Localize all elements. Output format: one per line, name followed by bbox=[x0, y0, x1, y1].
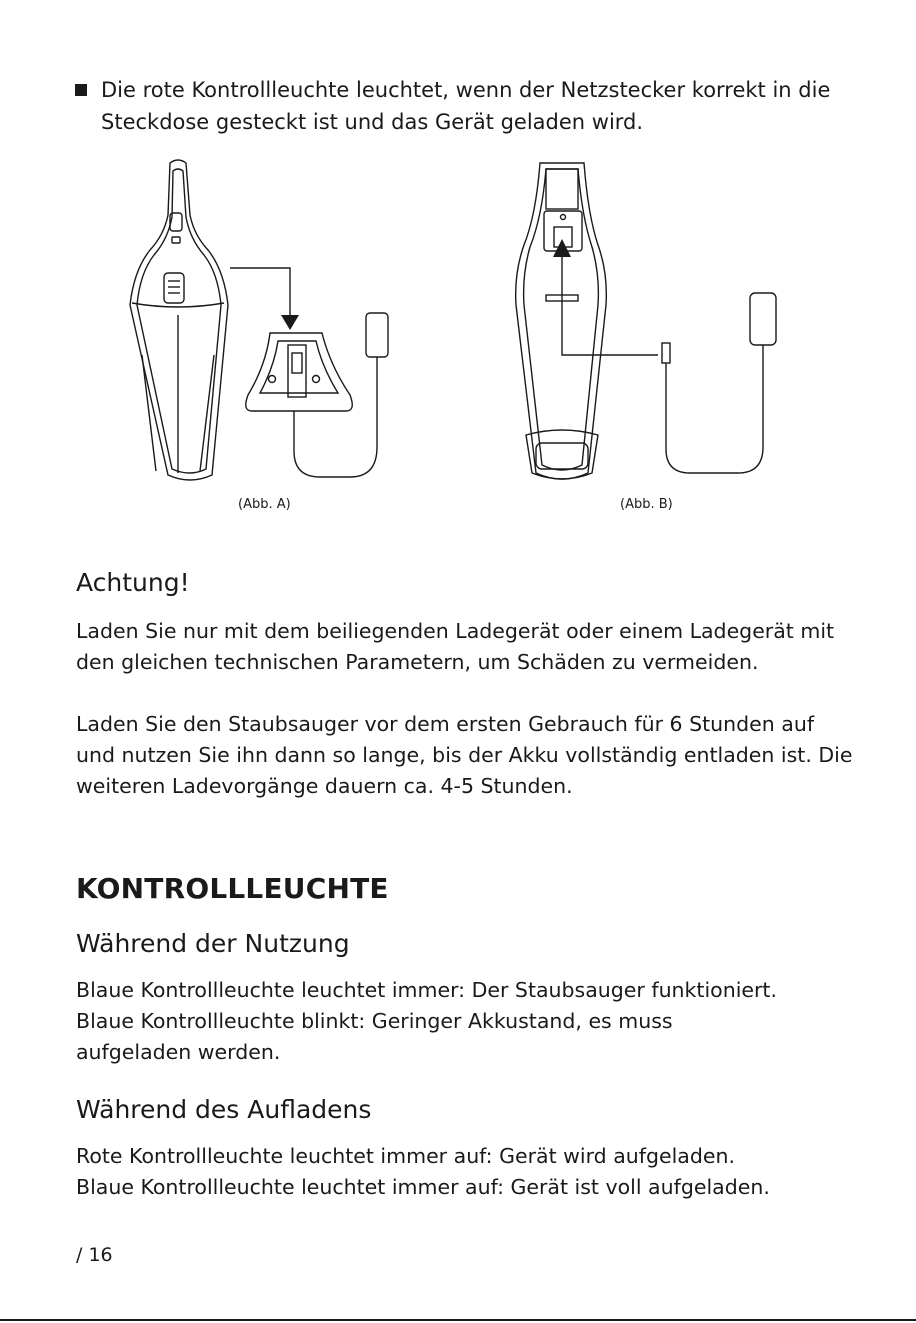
arrow-down-icon bbox=[281, 315, 299, 330]
plug-connector-icon bbox=[662, 343, 670, 363]
power-adapter-icon bbox=[366, 313, 388, 357]
bullet-square-icon bbox=[75, 84, 87, 96]
arrow-up-icon bbox=[553, 239, 571, 257]
warning-title: Achtung! bbox=[76, 568, 190, 597]
charging-cable bbox=[666, 357, 763, 473]
figure-a-caption: (Abb. A) bbox=[238, 497, 291, 512]
page-number: / 16 bbox=[76, 1244, 113, 1266]
vacuum-body-outline bbox=[130, 160, 228, 480]
usage-subtitle: Während der Nutzung bbox=[76, 929, 350, 958]
figure-b-caption: (Abb. B) bbox=[620, 497, 673, 512]
power-adapter-icon bbox=[750, 293, 776, 345]
charging-line-2: Blaue Kontrollleuchte leuchtet immer auf: Gerät ist voll aufgeladen. bbox=[76, 1175, 770, 1199]
usage-line-1: Blaue Kontrollleuchte leuchtet immer: Der Staubsauger funktioniert. bbox=[76, 978, 777, 1002]
page-bottom-border bbox=[0, 1319, 916, 1321]
indicator-section-title: KONTROLLLEUCHTE bbox=[76, 872, 389, 905]
warning-paragraph-2: Laden Sie den Staubsauger vor dem ersten Gebrauch für 6 Stunden auf und nutzen Sie ihn dann so lange, bis der Akku vollständig entladen ist. Die weiteren Ladevorgänge dauern ca. 4-5 Stunden. bbox=[76, 712, 853, 798]
intro-bullet bbox=[75, 74, 835, 138]
figure-a-illustration bbox=[120, 155, 400, 495]
intro-bullet-text: Die rote Kontrollleuchte leuchtet, wenn der Netzstecker korrekt in die Steckdose gesteckt ist und das Gerät geladen wird. bbox=[101, 78, 831, 134]
vacuum-inner-outline bbox=[137, 169, 221, 473]
indicator-window-icon bbox=[164, 273, 184, 303]
usage-line-2: Blaue Kontrollleuchte blinkt: Geringer Akkustand, es muss aufgeladen werden. bbox=[76, 1009, 673, 1064]
charging-line-1: Rote Kontrollleuchte leuchtet immer auf: Gerät wird aufgeladen. bbox=[76, 1144, 735, 1168]
warning-paragraph-1: Laden Sie nur mit dem beiliegenden Ladegerät oder einem Ladegerät mit den gleichen technischen Parametern, um Schäden zu vermeiden. bbox=[76, 619, 835, 674]
charging-subtitle: Während des Aufladens bbox=[76, 1095, 372, 1124]
figure-b-illustration bbox=[500, 155, 800, 495]
